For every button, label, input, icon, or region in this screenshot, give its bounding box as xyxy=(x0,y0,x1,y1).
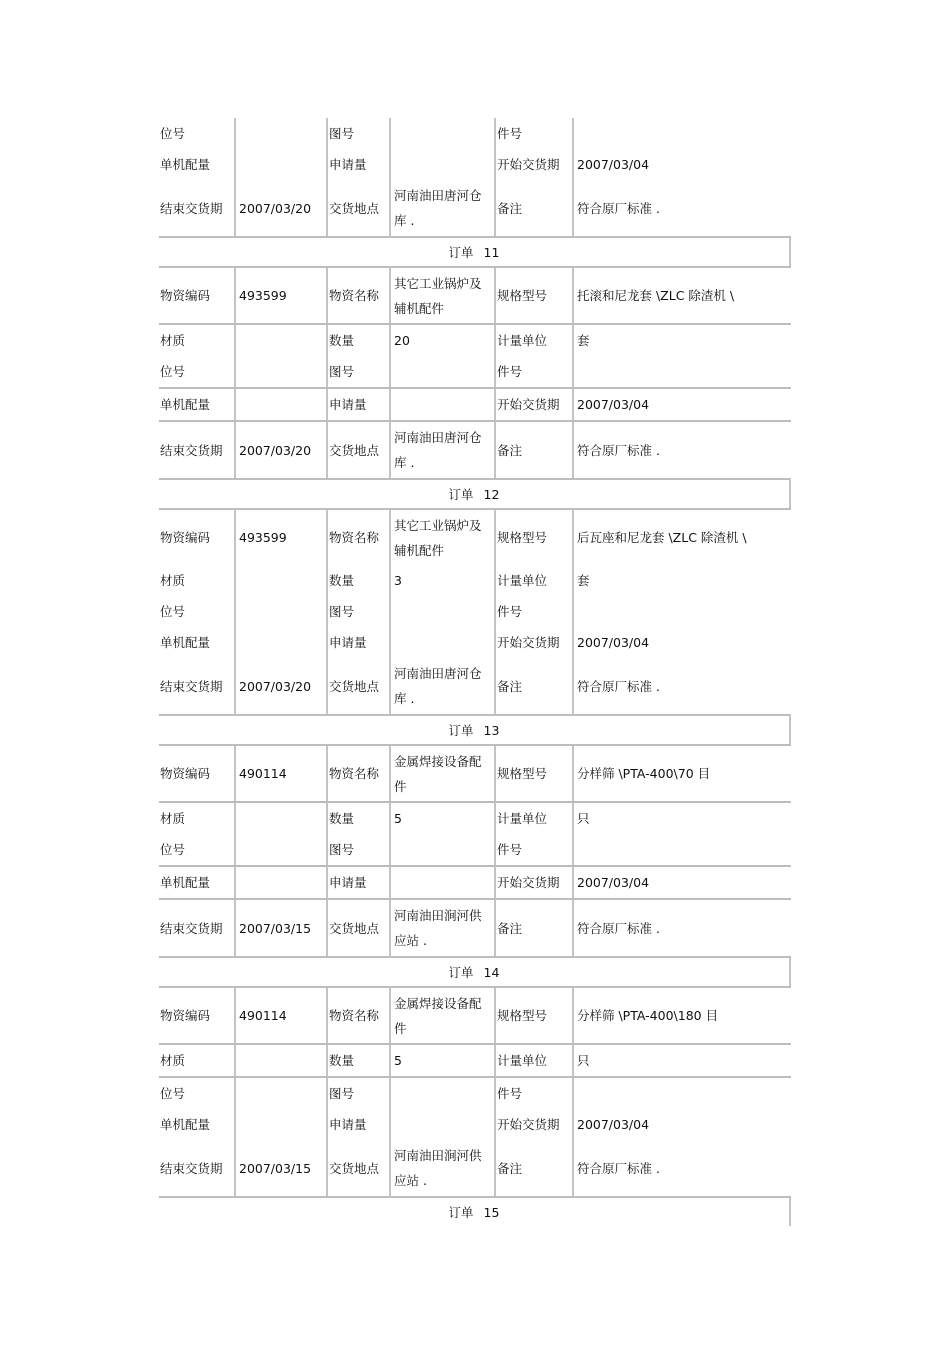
cell-text: 其它工业锅炉及辅机配件 xyxy=(394,517,482,558)
field-value xyxy=(236,1109,328,1140)
field-label xyxy=(496,118,574,149)
cell-text: 物资名称 xyxy=(329,1008,380,1023)
field-value xyxy=(574,627,791,658)
field-label xyxy=(159,803,236,834)
cell-text: 件号 xyxy=(497,364,523,379)
field-value xyxy=(391,1140,496,1196)
field-label xyxy=(496,596,574,627)
field-value xyxy=(236,1078,328,1109)
field-label xyxy=(159,627,236,658)
cell-text: 备注 xyxy=(497,678,523,694)
cell-text: 单机配量 xyxy=(160,397,211,412)
field-label xyxy=(496,565,574,596)
table-row xyxy=(159,1076,791,1109)
cell-text: 数量 xyxy=(329,333,355,348)
order-header xyxy=(159,236,791,266)
field-label xyxy=(496,510,574,565)
cell-text: 2007/03/20 xyxy=(239,200,312,216)
field-value xyxy=(391,268,496,323)
table-row xyxy=(159,834,791,865)
field-value xyxy=(574,565,791,596)
cell-text: 备注 xyxy=(497,200,523,216)
field-value xyxy=(236,422,328,478)
field-label xyxy=(159,268,236,323)
field-label xyxy=(496,988,574,1043)
cell-text: 交货地点 xyxy=(329,442,380,458)
cell-text: 数量 xyxy=(329,811,355,826)
cell-text: 材质 xyxy=(160,333,186,348)
cell-text: 件号 xyxy=(497,604,523,619)
field-label xyxy=(496,149,574,180)
field-value xyxy=(236,325,328,356)
cell-text: 材质 xyxy=(160,811,186,826)
field-value xyxy=(574,900,791,956)
field-label xyxy=(496,803,574,834)
field-value xyxy=(236,268,328,323)
field-value xyxy=(391,834,496,865)
field-value xyxy=(574,746,791,801)
cell-text: 结束交货期 xyxy=(160,920,223,936)
field-label xyxy=(159,389,236,420)
field-label xyxy=(496,356,574,387)
cell-text: 结束交货期 xyxy=(160,678,223,694)
cell-text: 符合原厂标准 . xyxy=(577,442,660,458)
field-value xyxy=(236,746,328,801)
cell-text: 开始交货期 xyxy=(497,875,560,890)
field-value xyxy=(391,746,496,801)
order-header xyxy=(159,956,791,986)
field-value xyxy=(236,510,328,565)
field-label xyxy=(496,180,574,236)
field-label xyxy=(328,803,391,834)
field-value xyxy=(236,834,328,865)
field-value xyxy=(574,268,791,323)
field-label xyxy=(328,180,391,236)
order-section xyxy=(159,1196,791,1226)
order-number: 14 xyxy=(483,964,500,980)
field-label xyxy=(328,900,391,956)
field-label xyxy=(159,118,236,149)
field-label xyxy=(496,627,574,658)
field-label xyxy=(496,1109,574,1140)
cell-text: 套 xyxy=(577,573,590,588)
field-label xyxy=(328,1140,391,1196)
cell-text: 分样筛 \PTA-400\180 目 xyxy=(577,1008,719,1023)
cell-text: 符合原厂标准 . xyxy=(577,200,660,216)
cell-text: 只 xyxy=(577,1053,590,1068)
field-value xyxy=(391,565,496,596)
field-value xyxy=(391,180,496,236)
cell-text: 件号 xyxy=(497,842,523,857)
field-value xyxy=(236,867,328,898)
cell-text: 后瓦座和尼龙套 \ZLC 除渣机 \ xyxy=(577,530,747,545)
field-label xyxy=(159,596,236,627)
field-label xyxy=(328,325,391,356)
field-label xyxy=(159,658,236,714)
cell-text: 申请量 xyxy=(329,875,367,890)
cell-text: 开始交货期 xyxy=(497,397,560,412)
field-value xyxy=(391,1078,496,1109)
field-value xyxy=(574,1140,791,1196)
cell-text: 单机配量 xyxy=(160,157,211,172)
field-label xyxy=(328,1109,391,1140)
cell-text: 单机配量 xyxy=(160,1117,211,1132)
field-value xyxy=(574,1109,791,1140)
order-header xyxy=(159,1196,791,1226)
order-section xyxy=(159,956,791,1196)
cell-text: 开始交货期 xyxy=(497,1117,560,1132)
field-value xyxy=(574,803,791,834)
field-value xyxy=(391,325,496,356)
field-value xyxy=(236,900,328,956)
field-label xyxy=(496,834,574,865)
field-label xyxy=(159,867,236,898)
table-row xyxy=(159,149,791,180)
cell-text: 申请量 xyxy=(329,635,367,650)
cell-text: 物资编码 xyxy=(160,766,211,781)
field-label xyxy=(496,389,574,420)
cell-text: 结束交货期 xyxy=(160,442,223,458)
field-value xyxy=(574,356,791,387)
cell-text: 计量单位 xyxy=(497,811,548,826)
table-row xyxy=(159,865,791,898)
field-value xyxy=(391,596,496,627)
cell-text: 备注 xyxy=(497,442,523,458)
field-value xyxy=(236,389,328,420)
cell-text: 2007/03/04 xyxy=(577,157,650,172)
cell-text: 计量单位 xyxy=(497,333,548,348)
field-value xyxy=(236,596,328,627)
cell-text: 交货地点 xyxy=(329,1160,380,1176)
cell-text: 物资名称 xyxy=(329,766,380,781)
order-label: 订单 xyxy=(448,1205,474,1220)
cell-text: 2007/03/15 xyxy=(239,1160,312,1176)
field-value xyxy=(236,988,328,1043)
field-value xyxy=(574,834,791,865)
field-value xyxy=(574,149,791,180)
cell-text: 2007/03/04 xyxy=(577,397,650,412)
cell-text: 分样筛 \PTA-400\70 目 xyxy=(577,766,711,781)
field-value xyxy=(391,900,496,956)
field-value xyxy=(574,118,791,149)
cell-text: 交货地点 xyxy=(329,678,380,694)
field-label xyxy=(159,988,236,1043)
field-value xyxy=(236,1140,328,1196)
cell-text: 物资名称 xyxy=(329,530,380,545)
table-row xyxy=(159,1109,791,1140)
cell-text: 2007/03/15 xyxy=(239,920,312,936)
field-label xyxy=(328,746,391,801)
cell-text: 物资编码 xyxy=(160,530,211,545)
field-value xyxy=(236,565,328,596)
field-label xyxy=(328,422,391,478)
field-value xyxy=(236,149,328,180)
field-value xyxy=(391,510,496,565)
field-label xyxy=(496,325,574,356)
field-label xyxy=(496,900,574,956)
table-row xyxy=(159,508,791,565)
cell-text: 规格型号 xyxy=(497,1008,548,1023)
table-row xyxy=(159,266,791,323)
field-label xyxy=(328,596,391,627)
field-value xyxy=(574,988,791,1043)
field-value xyxy=(391,422,496,478)
cell-text: 申请量 xyxy=(329,1117,367,1132)
cell-text: 图号 xyxy=(329,126,355,141)
cell-text: 2007/03/04 xyxy=(577,635,650,650)
field-label xyxy=(328,627,391,658)
field-label xyxy=(328,149,391,180)
cell-text: 3 xyxy=(394,573,402,588)
field-label xyxy=(496,268,574,323)
cell-text: 位号 xyxy=(160,604,186,619)
cell-text: 备注 xyxy=(497,1160,523,1176)
order-section xyxy=(159,714,791,956)
field-value xyxy=(391,389,496,420)
field-label xyxy=(159,1140,236,1196)
cell-text: 申请量 xyxy=(329,397,367,412)
table-row xyxy=(159,356,791,387)
cell-text: 位号 xyxy=(160,126,186,141)
order-number: 12 xyxy=(483,486,500,502)
cell-text: 开始交货期 xyxy=(497,157,560,172)
field-label xyxy=(328,268,391,323)
cell-text: 2007/03/20 xyxy=(239,678,312,694)
cell-text: 单机配量 xyxy=(160,875,211,890)
field-value xyxy=(391,1045,496,1076)
cell-text: 490114 xyxy=(239,766,287,781)
field-label xyxy=(496,1078,574,1109)
field-value xyxy=(236,627,328,658)
field-label xyxy=(159,834,236,865)
order-document xyxy=(159,118,791,1226)
cell-text: 5 xyxy=(394,811,402,826)
table-row xyxy=(159,1043,791,1076)
table-row xyxy=(159,658,791,714)
field-label xyxy=(496,658,574,714)
cell-text: 490114 xyxy=(239,1008,287,1023)
cell-text: 其它工业锅炉及辅机配件 xyxy=(394,275,482,316)
field-label xyxy=(496,1045,574,1076)
cell-text: 备注 xyxy=(497,920,523,936)
table-row xyxy=(159,627,791,658)
cell-text: 金属焊接设备配件 xyxy=(394,995,482,1036)
cell-text: 20 xyxy=(394,333,410,348)
table-row xyxy=(159,565,791,596)
order-section xyxy=(159,118,791,236)
field-value xyxy=(574,1078,791,1109)
order-label: 订单 xyxy=(448,723,474,738)
table-row xyxy=(159,1140,791,1196)
cell-text: 规格型号 xyxy=(497,766,548,781)
cell-text: 申请量 xyxy=(329,157,367,172)
cell-text: 符合原厂标准 . xyxy=(577,920,660,936)
table-row xyxy=(159,118,791,149)
order-number: 13 xyxy=(483,722,500,738)
cell-text: 单机配量 xyxy=(160,635,211,650)
cell-text: 件号 xyxy=(497,1086,523,1101)
cell-text: 河南油田唐河仓库 . xyxy=(394,188,482,228)
field-value xyxy=(391,803,496,834)
field-value xyxy=(574,422,791,478)
cell-text: 图号 xyxy=(329,1086,355,1101)
cell-text: 图号 xyxy=(329,604,355,619)
cell-text: 开始交货期 xyxy=(497,635,560,650)
field-value xyxy=(391,149,496,180)
table-row xyxy=(159,180,791,236)
table-row xyxy=(159,387,791,420)
field-value xyxy=(391,1109,496,1140)
field-value xyxy=(236,1045,328,1076)
cell-text: 材质 xyxy=(160,573,186,588)
cell-text: 位号 xyxy=(160,1086,186,1101)
table-row xyxy=(159,986,791,1043)
cell-text: 结束交货期 xyxy=(160,200,223,216)
cell-text: 符合原厂标准 . xyxy=(577,678,660,694)
field-value xyxy=(574,596,791,627)
cell-text: 材质 xyxy=(160,1053,186,1068)
field-label xyxy=(328,1078,391,1109)
field-value xyxy=(574,325,791,356)
cell-text: 计量单位 xyxy=(497,1053,548,1068)
cell-text: 金属焊接设备配件 xyxy=(394,753,482,794)
field-label xyxy=(496,1140,574,1196)
field-label xyxy=(328,658,391,714)
field-value xyxy=(391,356,496,387)
cell-text: 规格型号 xyxy=(497,530,548,545)
order-label: 订单 xyxy=(448,487,474,502)
field-label xyxy=(328,565,391,596)
cell-text: 数量 xyxy=(329,573,355,588)
cell-text: 河南油田唐河仓库 . xyxy=(394,430,482,470)
field-value xyxy=(391,988,496,1043)
order-label: 订单 xyxy=(448,245,474,260)
table-row xyxy=(159,744,791,801)
cell-text: 河南油田涧河供应站 . xyxy=(394,1148,482,1188)
cell-text: 结束交货期 xyxy=(160,1160,223,1176)
field-label xyxy=(328,867,391,898)
field-label xyxy=(328,389,391,420)
order-header xyxy=(159,478,791,508)
table-row xyxy=(159,420,791,478)
field-label xyxy=(159,746,236,801)
field-label xyxy=(159,1109,236,1140)
table-row xyxy=(159,801,791,834)
table-row xyxy=(159,596,791,627)
cell-text: 493599 xyxy=(239,530,287,545)
cell-text: 物资名称 xyxy=(329,288,380,303)
field-label xyxy=(328,356,391,387)
cell-text: 只 xyxy=(577,811,590,826)
field-label xyxy=(159,510,236,565)
field-label xyxy=(159,149,236,180)
field-value xyxy=(391,118,496,149)
cell-text: 物资编码 xyxy=(160,1008,211,1023)
cell-text: 数量 xyxy=(329,1053,355,1068)
field-value xyxy=(391,627,496,658)
field-label xyxy=(328,118,391,149)
field-value xyxy=(574,510,791,565)
cell-text: 河南油田涧河供应站 . xyxy=(394,908,482,948)
field-value xyxy=(391,867,496,898)
field-value xyxy=(236,118,328,149)
cell-text: 图号 xyxy=(329,842,355,857)
cell-text: 交货地点 xyxy=(329,920,380,936)
cell-text: 计量单位 xyxy=(497,573,548,588)
table-row xyxy=(159,323,791,356)
field-label xyxy=(159,356,236,387)
field-value xyxy=(391,658,496,714)
order-header xyxy=(159,714,791,744)
field-value xyxy=(574,1045,791,1076)
field-value xyxy=(574,658,791,714)
field-value xyxy=(236,803,328,834)
field-value xyxy=(574,180,791,236)
cell-text: 2007/03/04 xyxy=(577,875,650,890)
order-label: 订单 xyxy=(448,965,474,980)
order-section xyxy=(159,478,791,714)
field-label xyxy=(496,867,574,898)
field-value xyxy=(236,180,328,236)
field-label xyxy=(159,180,236,236)
cell-text: 物资编码 xyxy=(160,288,211,303)
order-number: 11 xyxy=(483,244,500,260)
field-label xyxy=(328,988,391,1043)
field-value xyxy=(236,356,328,387)
field-label xyxy=(159,900,236,956)
order-section xyxy=(159,236,791,478)
cell-text: 493599 xyxy=(239,288,287,303)
field-label xyxy=(159,422,236,478)
field-label xyxy=(328,510,391,565)
cell-text: 2007/03/20 xyxy=(239,442,312,458)
cell-text: 符合原厂标准 . xyxy=(577,1160,660,1176)
cell-text: 图号 xyxy=(329,364,355,379)
cell-text: 件号 xyxy=(497,126,523,141)
field-label xyxy=(328,834,391,865)
cell-text: 2007/03/04 xyxy=(577,1117,650,1132)
cell-text: 5 xyxy=(394,1053,402,1068)
cell-text: 规格型号 xyxy=(497,288,548,303)
cell-text: 河南油田唐河仓库 . xyxy=(394,666,482,706)
field-value xyxy=(236,658,328,714)
table-row xyxy=(159,898,791,956)
order-number: 15 xyxy=(483,1204,500,1220)
cell-text: 位号 xyxy=(160,364,186,379)
field-label xyxy=(159,1078,236,1109)
field-label xyxy=(328,1045,391,1076)
field-label xyxy=(496,746,574,801)
field-label xyxy=(159,1045,236,1076)
field-label xyxy=(159,325,236,356)
field-value xyxy=(574,867,791,898)
field-label xyxy=(159,565,236,596)
field-label xyxy=(496,422,574,478)
field-value xyxy=(574,389,791,420)
cell-text: 托滚和尼龙套 \ZLC 除渣机 \ xyxy=(577,288,735,303)
cell-text: 交货地点 xyxy=(329,200,380,216)
cell-text: 位号 xyxy=(160,842,186,857)
cell-text: 套 xyxy=(577,333,590,348)
